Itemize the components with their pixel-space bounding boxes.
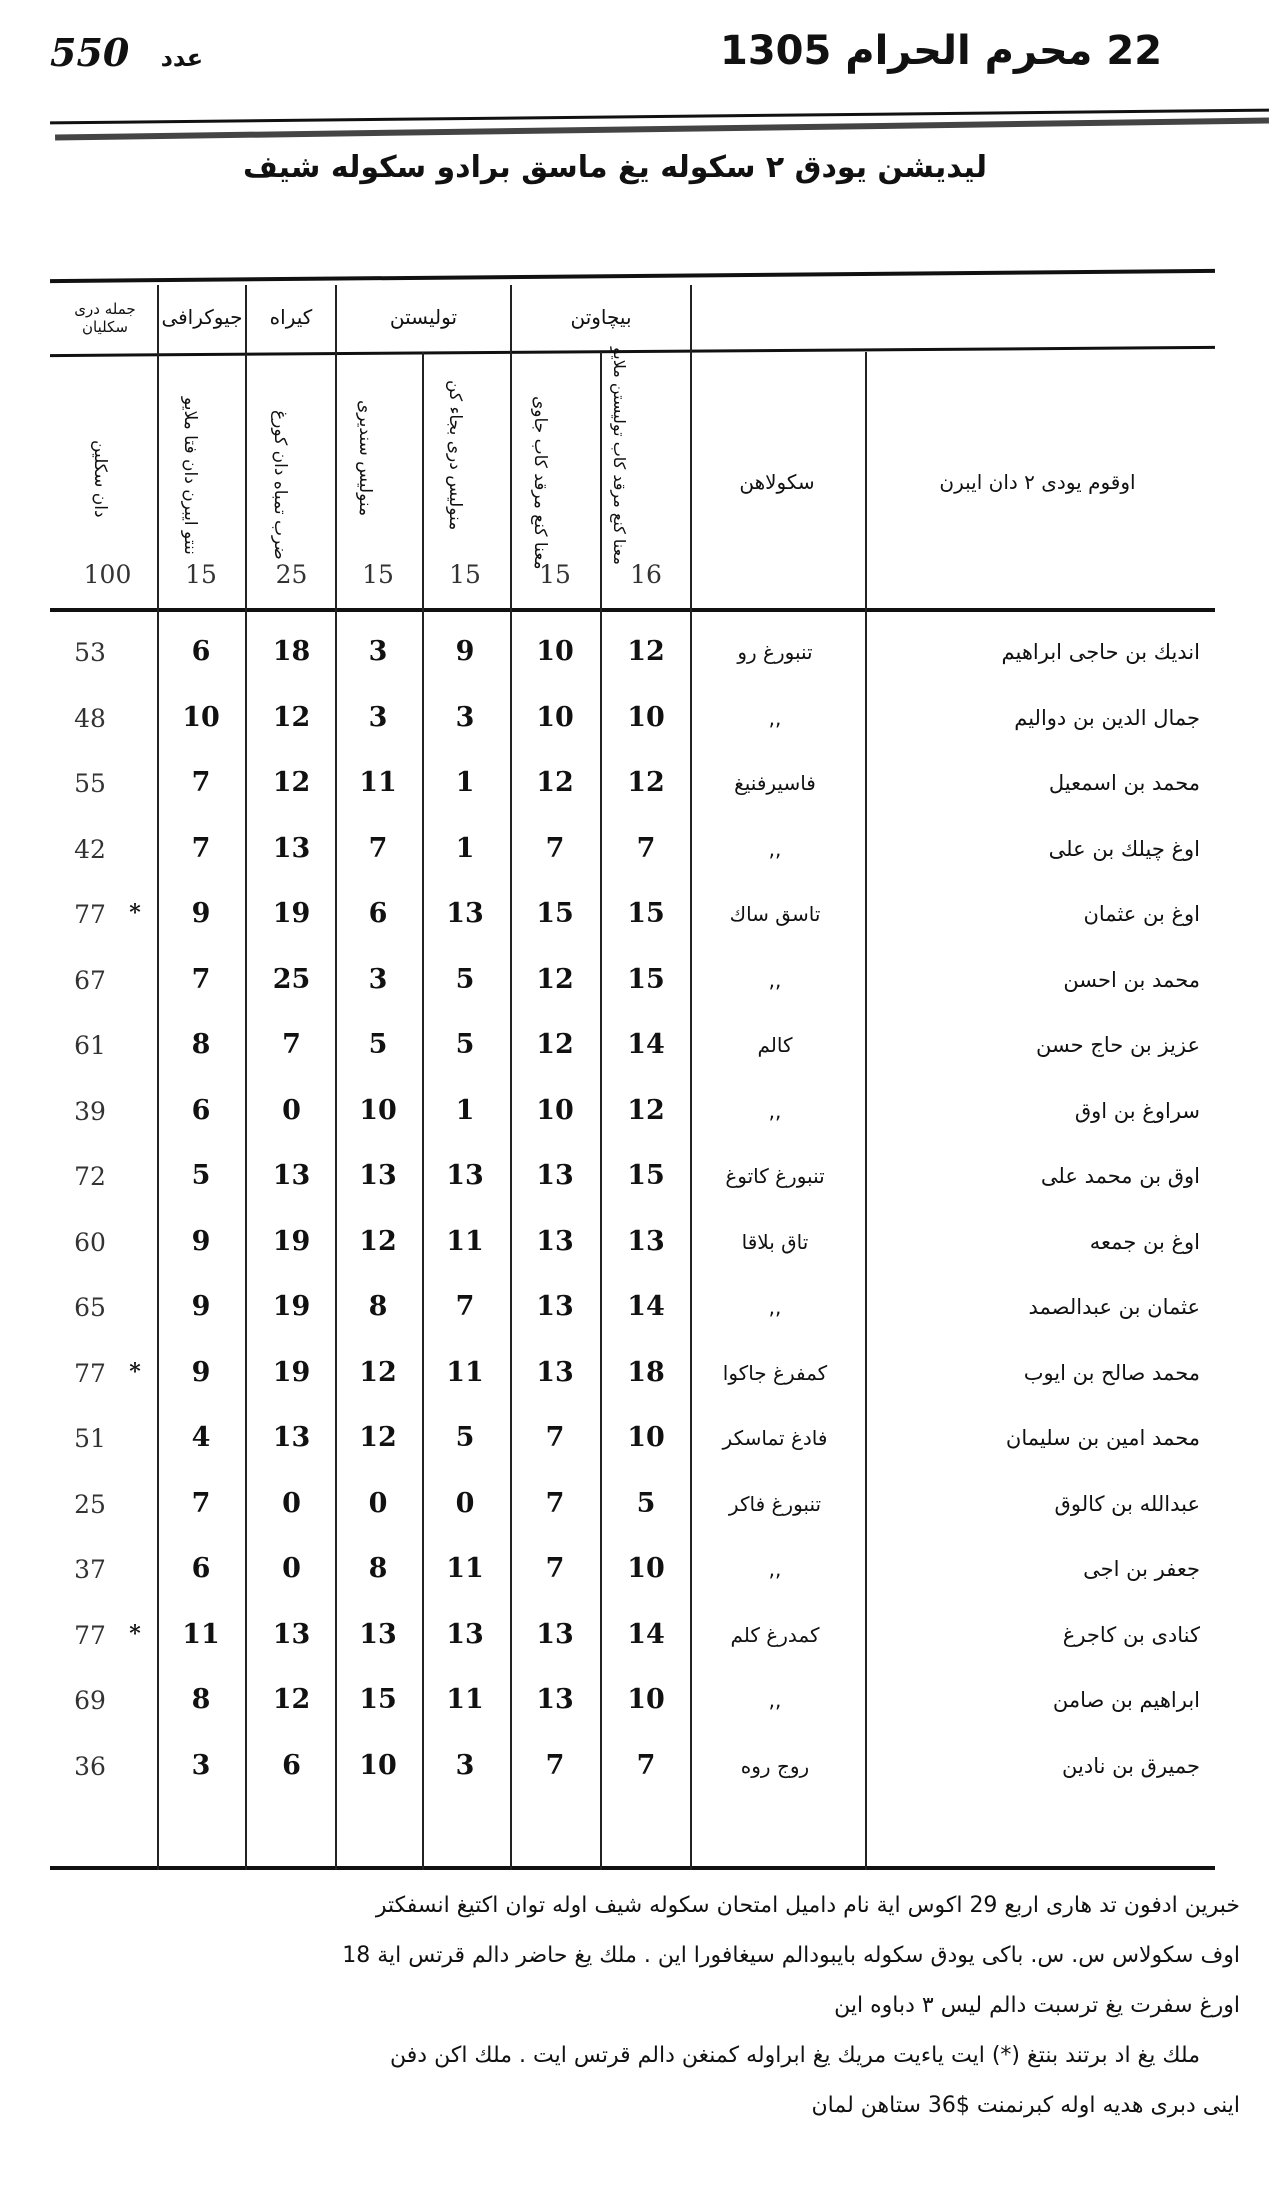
score-cell: 4: [191, 1422, 211, 1453]
star-marker: *: [129, 1358, 141, 1385]
score-cell: 3: [368, 701, 388, 733]
score-cell: 10: [627, 701, 665, 733]
table-top-rule: [50, 269, 1215, 283]
school-name: تنبورغ فاکر: [728, 1491, 822, 1516]
score-cell: 10: [627, 1422, 665, 1453]
score-cell: 8: [368, 1553, 388, 1584]
student-name: اوغ چیلك بن علی: [1048, 836, 1200, 861]
score-cell: 0: [282, 1487, 301, 1519]
score-cell: 9: [455, 636, 475, 667]
score-cell: 18: [272, 636, 311, 667]
col-header-reading-2: معنا کنع مرقد کاب جاوی: [530, 396, 550, 570]
score-cell: 7: [455, 1291, 475, 1322]
total-cell: 65: [74, 1293, 106, 1322]
score-cell: 7: [636, 1749, 656, 1781]
student-name: ابراهیم بن صامن: [1052, 1688, 1200, 1712]
student-name: سراوغ بن اوق: [1074, 1098, 1200, 1123]
score-cell: 13: [536, 1225, 574, 1257]
score-cell: 13: [446, 898, 484, 929]
score-cell: 3: [368, 636, 388, 667]
score-cell: 9: [191, 1356, 211, 1388]
student-name: محمد بن اسمعیل: [1048, 771, 1200, 795]
score-cell: 12: [359, 1225, 397, 1257]
score-cell: 10: [536, 1094, 574, 1126]
score-cell: 19: [272, 898, 311, 929]
group-header-arithmetic: کیراه: [269, 305, 313, 329]
max-mark: 15: [449, 560, 481, 589]
score-cell: 5: [455, 1422, 475, 1453]
score-cell: 8: [191, 1684, 211, 1715]
max-mark: 15: [539, 560, 571, 589]
issue-label: عدد: [160, 44, 204, 72]
score-cell: 3: [455, 1749, 475, 1781]
score-cell: 12: [272, 1684, 311, 1715]
score-cell: 10: [627, 1553, 665, 1584]
school-name: ,,: [768, 1688, 782, 1712]
score-cell: 10: [536, 636, 574, 667]
score-cell: 7: [545, 832, 565, 864]
total-cell: 36: [74, 1751, 106, 1781]
score-cell: 13: [536, 1356, 574, 1388]
col-divider: [245, 285, 247, 1870]
score-cell: 5: [455, 963, 475, 995]
group-header-geography: جیوکرافی: [161, 305, 243, 329]
score-cell: 3: [368, 963, 388, 995]
score-cell: 5: [191, 1160, 211, 1191]
score-cell: 13: [536, 1618, 574, 1650]
note-line: اوف سکولاس س. س. باکی یودق سکوله بایبودالم سیغافورا این . ملك یغ حاضر دالم قرتس ایة 18: [342, 1943, 1240, 1968]
score-cell: 14: [627, 1029, 665, 1060]
score-cell: 7: [545, 1487, 565, 1519]
student-name: محمد صالح بن ایوب: [1023, 1360, 1200, 1385]
score-cell: 11: [359, 767, 397, 798]
total-cell: 37: [74, 1555, 106, 1584]
score-cell: 10: [536, 701, 574, 733]
note-line: خبرین ادفون تد هاری اربع 29 اکوس ایة نام دامیل امتحان سکوله شیف اوله توان اکتیغ انسفکتر: [375, 1893, 1240, 1918]
col-header-name: اوقوم یودی ۲ دان ایبرن: [939, 470, 1136, 494]
score-cell: 14: [627, 1291, 665, 1322]
table-bottom-rule: [50, 1866, 1215, 1870]
score-cell: 13: [272, 1422, 311, 1453]
score-cell: 19: [272, 1291, 311, 1322]
total-cell: 77: [74, 1358, 106, 1388]
school-name: تاق بلاقا: [741, 1229, 809, 1254]
school-name: ,,: [768, 1557, 782, 1581]
student-name: جمیرق بن نادین: [1062, 1753, 1200, 1778]
score-cell: 7: [191, 1487, 211, 1519]
score-cell: 25: [272, 963, 311, 995]
student-name: محمد بن احسن: [1063, 967, 1200, 992]
school-name: ,,: [768, 967, 782, 992]
score-cell: 5: [368, 1029, 388, 1060]
total-cell: 72: [74, 1162, 106, 1191]
score-cell: 15: [627, 1160, 665, 1191]
score-cell: 12: [627, 1094, 665, 1126]
score-cell: 13: [272, 1160, 311, 1191]
page-date: 22 محرم الحرام 1305: [720, 28, 1163, 74]
student-name: عزیز بن حاج حسن: [1035, 1033, 1200, 1057]
score-cell: 12: [536, 963, 574, 995]
max-mark: 100: [83, 560, 132, 589]
total-cell: 60: [74, 1227, 106, 1257]
score-cell: 12: [536, 767, 574, 798]
score-cell: 7: [545, 1749, 565, 1781]
score-cell: 0: [282, 1553, 301, 1584]
score-cell: 15: [627, 963, 665, 995]
score-cell: 0: [282, 1094, 301, 1126]
max-mark: 15: [362, 560, 394, 589]
star-marker: *: [129, 900, 141, 926]
student-name: جمال الدین بن دوالیم: [1014, 705, 1200, 730]
score-cell: 6: [368, 898, 388, 929]
school-name: ,,: [768, 1295, 782, 1319]
school-name: ,,: [768, 836, 782, 861]
score-cell: 19: [272, 1356, 311, 1388]
school-name: فاسیرفنیغ: [734, 771, 816, 795]
student-name: اوغ بن عثمان: [1083, 902, 1200, 926]
score-cell: 12: [359, 1422, 397, 1453]
school-name: کالم: [757, 1033, 793, 1057]
total-cell: 77: [74, 900, 106, 929]
group-header-reading: بیچاوتن: [570, 305, 632, 329]
total-cell: 39: [74, 1096, 106, 1126]
score-cell: 13: [536, 1684, 574, 1715]
student-name: اوق بن محمد علی: [1040, 1164, 1200, 1188]
student-name: اوغ بن جمعه: [1089, 1229, 1200, 1254]
score-cell: 11: [446, 1553, 484, 1584]
score-cell: 13: [627, 1225, 665, 1257]
total-cell: 69: [74, 1686, 106, 1715]
score-cell: 12: [536, 1029, 574, 1060]
total-cell: 53: [74, 638, 106, 667]
score-cell: 10: [182, 701, 220, 733]
score-cell: 7: [545, 1553, 565, 1584]
score-cell: 1: [455, 832, 475, 864]
school-name: تنبورغ کاتوغ: [725, 1164, 825, 1188]
col-header-writing-2: منولیس سندیری: [355, 400, 375, 517]
score-cell: 15: [536, 898, 574, 929]
score-cell: 6: [191, 1553, 211, 1584]
score-cell: 13: [359, 1160, 397, 1191]
score-cell: 3: [191, 1749, 211, 1781]
max-mark: 16: [630, 560, 662, 589]
score-cell: 7: [191, 963, 211, 995]
score-cell: 13: [536, 1291, 574, 1322]
school-name: ,,: [768, 705, 782, 730]
total-cell: 61: [74, 1031, 106, 1060]
note-line: اورغ سفرت یغ ترسبت دالم لیس ۳ دباوه این: [834, 1993, 1240, 2018]
school-name: کمدرغ کلم: [730, 1622, 820, 1647]
score-cell: 12: [272, 767, 311, 798]
score-cell: 13: [446, 1618, 484, 1650]
score-cell: 1: [455, 767, 475, 798]
student-name: عبدالله بن کالوق: [1054, 1491, 1200, 1516]
score-cell: 10: [359, 1094, 397, 1126]
score-cell: 10: [627, 1684, 665, 1715]
score-cell: 11: [446, 1225, 484, 1257]
col-header-total: دان سکلین: [90, 440, 110, 518]
max-mark: 15: [185, 560, 217, 589]
score-cell: 8: [368, 1291, 388, 1322]
score-cell: 8: [191, 1029, 211, 1060]
col-header-reading-1: معنا کنع مرقد کاب تولیستن ملایو: [610, 347, 629, 565]
score-cell: 6: [191, 1094, 211, 1126]
school-name: کمفرغ جاکوا: [722, 1360, 828, 1385]
col-header-school: سکولاهن: [739, 470, 815, 494]
group-header-rule: [50, 346, 1215, 357]
score-cell: 9: [191, 1225, 211, 1257]
school-name: فادغ تماسکر: [722, 1426, 828, 1450]
col-header-geography: ننتو ایبرن دان فتا ملایو: [180, 397, 200, 555]
total-cell: 55: [74, 769, 106, 798]
score-cell: 9: [191, 1291, 211, 1322]
score-cell: 12: [272, 701, 311, 733]
group-header-writing: تولیستن: [389, 305, 458, 329]
score-cell: 5: [636, 1487, 656, 1519]
score-cell: 7: [545, 1422, 565, 1453]
score-cell: 7: [191, 832, 211, 864]
score-cell: 3: [455, 701, 475, 733]
score-cell: 13: [446, 1160, 484, 1191]
max-mark: 25: [275, 560, 308, 589]
issue-number-value: 550: [50, 30, 130, 75]
score-cell: 13: [272, 1618, 311, 1650]
group-header-total: جمله دری سکلیان: [74, 300, 136, 336]
score-cell: 0: [368, 1487, 388, 1519]
score-cell: 18: [627, 1356, 665, 1388]
score-cell: 13: [536, 1160, 574, 1191]
score-cell: 14: [627, 1618, 665, 1650]
total-cell: 48: [74, 703, 106, 733]
col-header-writing-1: منولیس دری بجاء کن: [445, 380, 465, 531]
score-cell: 19: [272, 1225, 311, 1257]
total-cell: 67: [74, 965, 106, 995]
student-name: اندیك بن حاجی ابراهیم: [1001, 640, 1200, 664]
total-cell: 77: [74, 1620, 106, 1650]
score-cell: 11: [446, 1684, 484, 1715]
score-cell: 0: [455, 1487, 475, 1519]
score-cell: 6: [191, 636, 211, 667]
star-marker: *: [129, 1620, 141, 1647]
student-name: جعفر بن اجی: [1083, 1557, 1200, 1581]
note-line: ملك یغ اد برتند بنتغ (*) ایت یاءیت مریك یغ ابراوله کمنغن دالم قرتس ایت . ملك اکن دفن: [390, 2043, 1200, 2068]
score-cell: 13: [272, 832, 311, 864]
score-cell: 15: [359, 1684, 397, 1715]
score-cell: 9: [191, 898, 211, 929]
score-cell: 1: [455, 1094, 475, 1126]
score-cell: 11: [182, 1618, 220, 1650]
school-name: ,,: [768, 1098, 782, 1123]
table-title: لیدیشن یودق ۲ سکوله یغ ماسق برادو سکوله شیف: [242, 150, 988, 185]
score-cell: 13: [359, 1618, 397, 1650]
school-name: روج روه: [740, 1753, 810, 1778]
score-cell: 7: [191, 767, 211, 798]
score-cell: 10: [359, 1749, 397, 1781]
score-cell: 6: [282, 1749, 301, 1781]
score-cell: 15: [627, 898, 665, 929]
total-cell: 42: [74, 834, 106, 864]
score-cell: 5: [455, 1029, 475, 1060]
school-name: تنبورغ رو: [737, 640, 813, 664]
note-line: اینی دبری هدیه اوله کبرنمنت $36 ستاهن لمان: [811, 2093, 1240, 2118]
school-name: تاسق ساك: [729, 902, 821, 926]
score-cell: 7: [282, 1029, 301, 1060]
student-name: کنادی بن کاجرغ: [1062, 1622, 1200, 1647]
issue-number: [50, 30, 203, 75]
score-cell: 12: [627, 767, 665, 798]
student-name: محمد امین بن سلیمان: [1005, 1426, 1200, 1450]
col-header-arithmetic: ضرب تمباه دان کورغ: [270, 410, 290, 560]
total-cell: 25: [74, 1489, 106, 1519]
total-cell: 51: [74, 1424, 106, 1453]
score-cell: 12: [359, 1356, 397, 1388]
header-bottom-rule: [50, 608, 1215, 612]
student-name: عثمان بن عبدالصمد: [1028, 1295, 1200, 1319]
score-cell: 11: [446, 1356, 484, 1388]
col-divider: [865, 352, 867, 1870]
score-cell: 7: [368, 832, 388, 864]
score-cell: 12: [627, 636, 665, 667]
score-cell: 7: [636, 832, 656, 864]
